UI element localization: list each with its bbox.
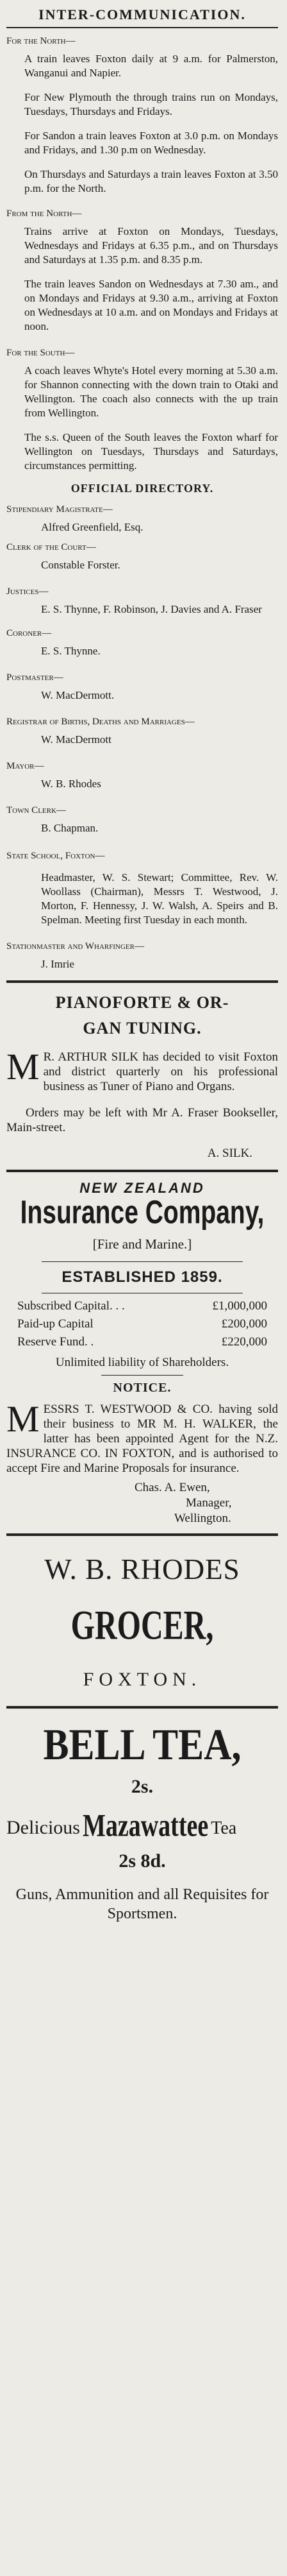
piano-drop-cap: M xyxy=(6,1046,40,1088)
figure-label: Paid-up Capital xyxy=(17,1317,94,1331)
rhodes-name: W. B. RHODES xyxy=(44,1553,240,1585)
directory-section xyxy=(6,482,278,971)
piano-orders: Orders may be left with Mr A. Fraser Bookseller, Main-street. xyxy=(6,1106,278,1134)
for-south-label: For the South— xyxy=(6,348,75,358)
title-rule xyxy=(6,27,278,28)
figure-row xyxy=(17,1315,267,1333)
piano-title-1: PIANOFORTE & OR- xyxy=(55,993,229,1012)
directory-label: Stipendiary Magistrate— xyxy=(6,504,113,515)
insurance-sign-name: Chas. A. Ewen, xyxy=(135,1481,210,1494)
tea-delicious: Delicious xyxy=(6,1817,80,1838)
figure-row xyxy=(17,1297,267,1315)
directory-value: Constable Forster. xyxy=(41,559,120,571)
insurance-sign-title: Manager, xyxy=(186,1496,232,1510)
piano-ad xyxy=(6,993,278,1161)
insurance-liability: Unlimited liability of Shareholders. xyxy=(55,1356,229,1369)
directory-value: W. MacDermott xyxy=(41,733,111,746)
piano-body xyxy=(6,1046,278,1094)
rhodes-ad xyxy=(6,1553,278,1691)
tea-price-2: 2s 8d. xyxy=(119,1850,166,1872)
tea-word: Tea xyxy=(211,1818,237,1838)
directory-value: B. Chapman. xyxy=(41,822,99,834)
from-para-1: Trains arrive at Foxton on Mondays, Tuesdays, Wednesdays and Fridays at 6.35 p.m., and on Thursdays and Saturdays at 1.35 p.m. and 8.35 p.m. xyxy=(24,225,278,266)
directory-label: Town Clerk— xyxy=(6,805,66,815)
north-para-1: A train leaves Foxton daily at 9 a.m. for Palmerston, Wanganui and Napier. xyxy=(24,53,278,79)
piano-title-2: GAN TUNING. xyxy=(83,1019,202,1037)
for-north-label: For the North— xyxy=(6,36,76,46)
directory-value: W. B. Rhodes xyxy=(41,778,101,790)
insurance-line-2: Insurance Company, xyxy=(20,1195,265,1231)
insurance-line-3: [Fire and Marine.] xyxy=(92,1236,192,1252)
directory-value: E. S. Thynne. xyxy=(41,645,101,657)
insurance-body-text: ESSRS T. WESTWOOD & CO. having sold their business to MR M. H. WALKER, the latter has been appointed Agent for the N.Z. INSURANCE CO. IN FOXTON, and is authorised to accept Fire and Marine Proposals for insurance. xyxy=(6,1403,278,1475)
tea-brand: Mazawattee xyxy=(82,1808,209,1844)
directory-label: Mayor— xyxy=(6,761,44,771)
section-rule xyxy=(6,980,278,983)
insurance-figures xyxy=(17,1297,267,1351)
figure-row xyxy=(17,1333,267,1351)
insurance-line-1: NEW ZEALAND xyxy=(79,1180,205,1196)
directory-title: OFFICIAL DIRECTORY. xyxy=(70,482,214,495)
directory-label: State School, Foxton— xyxy=(6,851,105,861)
intercom-section xyxy=(6,0,278,473)
tea-title: BELL TEA, xyxy=(43,1719,242,1769)
insurance-drop-cap: M xyxy=(6,1398,40,1440)
figure-label: Subscribed Capital. . . xyxy=(17,1299,125,1313)
directory-label: Registrar of Births, Deaths and Marriages— xyxy=(6,717,195,727)
bell-tea-ad xyxy=(6,1719,278,1923)
rhodes-trade: GROCER, xyxy=(70,1602,214,1649)
insurance-rule xyxy=(101,1375,183,1376)
north-para-2: For New Plymouth the through trains run on Mondays, Tuesdays, Thursdays and Fridays. xyxy=(24,91,278,117)
insurance-rule xyxy=(42,1261,243,1262)
directory-label: Coroner— xyxy=(6,628,52,638)
south-para-2: The s.s. Queen of the South leaves the Foxton wharf for Wellington on Tuesdays, Thursdays and Saturdays, circumstances permitting. xyxy=(24,431,278,472)
piano-body-text: R. ARTHUR SILK has decided to visit Foxton and district quarterly on his professional business as Tuner of Piano and Organs. xyxy=(43,1050,278,1093)
insurance-notice: NOTICE. xyxy=(113,1381,172,1395)
directory-label: Stationmaster and Wharfinger— xyxy=(6,941,144,951)
rhodes-town: FOXTON. xyxy=(83,1669,202,1690)
figure-value: £220,000 xyxy=(221,1335,268,1349)
figure-value: £200,000 xyxy=(221,1317,268,1331)
mazawattee-line xyxy=(6,1808,278,1844)
section-rule xyxy=(6,1706,278,1709)
directory-label: Postmaster— xyxy=(6,672,63,683)
figure-value: £1,000,000 xyxy=(212,1299,268,1313)
south-para-1: A coach leaves Whyte's Hotel every morning at 5.30 a.m. for Shannon connecting with the down train to Otaki and Wellington. The coach also connects with the up train from Wellington. xyxy=(24,364,278,419)
intercom-title: INTER-COMMUNICATION. xyxy=(38,6,246,22)
directory-label: Clerk of the Court— xyxy=(6,542,96,552)
north-para-4: On Thursdays and Saturdays a train leaves Foxton at 3.50 p.m. for the North. xyxy=(24,168,278,194)
insurance-body xyxy=(6,1398,278,1476)
insurance-established: ESTABLISHED 1859. xyxy=(62,1268,223,1286)
section-rule xyxy=(6,1533,278,1536)
tea-price-1: 2s. xyxy=(131,1776,154,1797)
directory-value: E. S. Thynne, F. Robinson, J. Davies and A. Fraser xyxy=(41,603,262,615)
tea-guns: Guns, Ammunition and all Requisites for Sportsmen. xyxy=(15,1886,269,1922)
directory-value: Alfred Greenfield, Esq. xyxy=(41,521,144,533)
directory-value: W. MacDermott. xyxy=(41,689,115,701)
figure-label: Reserve Fund. . xyxy=(17,1335,94,1349)
north-para-3: For Sandon a train leaves Foxton at 3.0 p.m. on Mondays and Fridays, and 1.30 p.m on Wednesday. xyxy=(24,130,278,156)
directory-value: J. Imrie xyxy=(41,958,74,970)
directory-label: Justices— xyxy=(6,586,49,597)
piano-sign: A. SILK. xyxy=(207,1147,252,1160)
section-rule xyxy=(6,1170,278,1172)
insurance-ad xyxy=(6,1180,278,1526)
directory-value: Headmaster, W. S. Stewart; Committee, Rev. W. Woollass (Chairman), Messrs T. Westwood, J. Morton, F. Hennessy, J. W. Walsh, A. Speirs and B. Spelman. Meeting first Tuesday in each month. xyxy=(41,871,278,926)
insurance-sign-place: Wellington. xyxy=(174,1512,231,1525)
from-para-2: The train leaves Sandon on Wednesdays at 7.30 am., and on Mondays and Fridays at 9.30 a.m., arriving at Foxton on Wednesdays at 10 a.m. and on Mondays and Fridays at noon. xyxy=(24,278,278,332)
from-north-label: From the North— xyxy=(6,209,82,219)
